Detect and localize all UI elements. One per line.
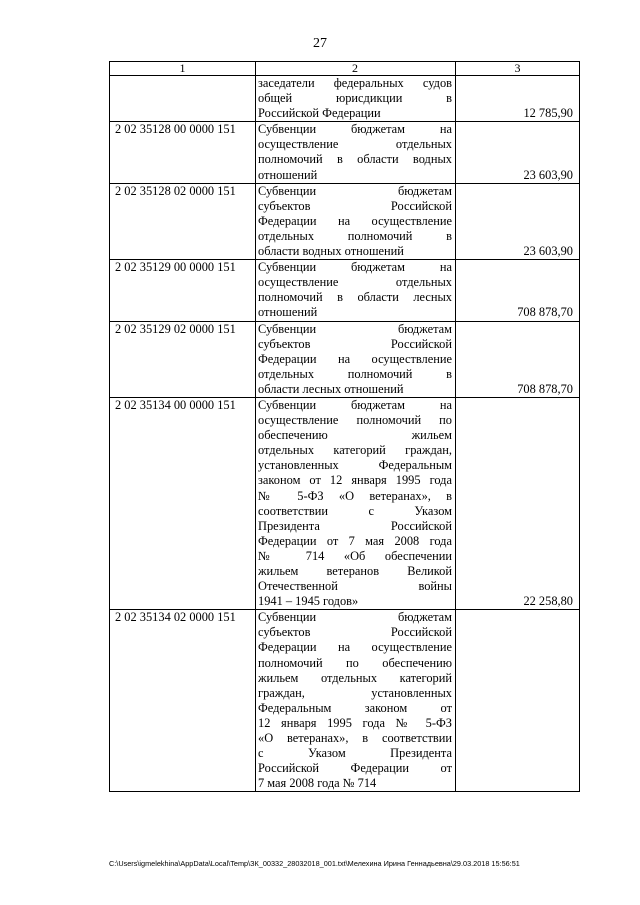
description-line: субъектов Российской xyxy=(258,336,452,351)
description-line: полномочий в области лесных xyxy=(258,290,452,305)
description-line: жильем отдельных категорий xyxy=(258,670,452,685)
description-line: Субвенции бюджетам на xyxy=(258,397,452,412)
description-line: отдельных полномочий в xyxy=(258,228,452,243)
amount-cell: 22 258,80 xyxy=(456,397,580,609)
description-line: Президента Российской xyxy=(258,518,452,533)
description-line: Субвенции бюджетам xyxy=(258,183,452,198)
description-line: 1941 – 1945 годов» xyxy=(258,594,359,609)
description-cell xyxy=(256,183,456,259)
description-line: осуществление отдельных xyxy=(258,275,452,290)
table-row xyxy=(110,76,580,122)
column-header-2: 2 xyxy=(256,62,456,76)
budget-code-cell: 2 02 35129 00 0000 151 xyxy=(110,260,256,321)
description-line: осуществление полномочий по xyxy=(258,413,452,428)
description-line: отношений xyxy=(258,167,318,182)
budget-table xyxy=(109,61,580,792)
description-line: заседатели федеральных судов xyxy=(258,76,452,90)
description-line: установленных Федеральным xyxy=(258,458,452,473)
amount-cell: 708 878,70 xyxy=(456,321,580,397)
table-row xyxy=(110,610,580,792)
description-line: жильем ветеранов Великой xyxy=(258,564,452,578)
description-line: отдельных полномочий в xyxy=(258,366,452,381)
table-header-row xyxy=(110,62,580,76)
description-line: отдельных категорий граждан, xyxy=(258,443,452,458)
description-line: 7 мая 2008 года № 714 xyxy=(258,776,377,791)
description-line: с Указом Президента xyxy=(258,746,452,761)
description-line: обеспечению жильем xyxy=(258,428,452,443)
amount-cell: 12 785,90 xyxy=(456,76,580,122)
description-line: общей юрисдикции в xyxy=(258,91,452,106)
amount-cell: 23 603,90 xyxy=(456,183,580,259)
description-line: субъектов Российской xyxy=(258,625,452,640)
description-line: Федерации на осуществление xyxy=(258,640,452,655)
description-cell xyxy=(256,397,456,609)
description-line: Российской Федерации xyxy=(258,106,381,121)
amount-cell: 708 878,70 xyxy=(456,260,580,321)
table-row xyxy=(110,122,580,183)
description-line: Федерации на осуществление xyxy=(258,213,452,228)
amount-cell xyxy=(456,610,580,792)
budget-code-cell: 2 02 35129 02 0000 151 xyxy=(110,321,256,397)
budget-code-cell xyxy=(110,76,256,122)
table-row xyxy=(110,260,580,321)
description-line: области лесных отношений xyxy=(258,381,404,396)
description-line: 12 января 1995 года № 5-ФЗ xyxy=(258,715,452,730)
description-line: отношений xyxy=(258,305,318,320)
description-line: Федерации от 7 мая 2008 года xyxy=(258,533,452,548)
description-line: граждан, установленных xyxy=(258,685,452,700)
description-line: Федеральным законом от xyxy=(258,700,452,715)
budget-code-cell: 2 02 35134 00 0000 151 xyxy=(110,397,256,609)
description-line: Федерации на осуществление xyxy=(258,351,452,366)
page-number: 27 xyxy=(313,36,327,51)
description-line: Субвенции бюджетам xyxy=(258,321,452,336)
description-line: законом от 12 января 1995 года xyxy=(258,473,452,488)
description-cell xyxy=(256,76,456,122)
budget-code-cell: 2 02 35134 02 0000 151 xyxy=(110,610,256,792)
description-line: № 5-ФЗ «О ветеранах», в xyxy=(258,488,452,503)
description-line: Отечественной войны xyxy=(258,579,452,594)
table-row xyxy=(110,397,580,609)
description-line: Субвенции бюджетам xyxy=(258,610,452,625)
description-cell xyxy=(256,321,456,397)
budget-code-cell: 2 02 35128 02 0000 151 xyxy=(110,183,256,259)
table-row xyxy=(110,321,580,397)
description-line: полномочий по обеспечению xyxy=(258,655,452,670)
description-line: субъектов Российской xyxy=(258,198,452,213)
description-line: области водных отношений xyxy=(258,244,404,259)
description-line: № 714 «Об обеспечении xyxy=(258,548,452,563)
description-line: осуществление отдельных xyxy=(258,137,452,152)
description-cell xyxy=(256,610,456,792)
amount-cell: 23 603,90 xyxy=(456,122,580,183)
column-header-3: 3 xyxy=(456,62,580,76)
description-line: полномочий в области водных xyxy=(258,152,452,167)
description-cell xyxy=(256,260,456,321)
description-line: соответствии с Указом xyxy=(258,503,452,518)
description-cell xyxy=(256,122,456,183)
description-line: Субвенции бюджетам на xyxy=(258,122,452,137)
table-row xyxy=(110,183,580,259)
description-line: Субвенции бюджетам на xyxy=(258,260,452,275)
column-header-1: 1 xyxy=(110,62,256,76)
file-path-footer: C:\Users\igmelekhina\AppData\Local\Temp\ЗК_00332_28032018_001.txt\Мелехина Ирина Геннадьевна\29.03.2018 15:56:51 xyxy=(109,859,520,868)
description-line: «О ветеранах», в соответствии xyxy=(258,731,452,746)
description-line: Российской Федерации от xyxy=(258,761,452,776)
budget-code-cell: 2 02 35128 00 0000 151 xyxy=(110,122,256,183)
